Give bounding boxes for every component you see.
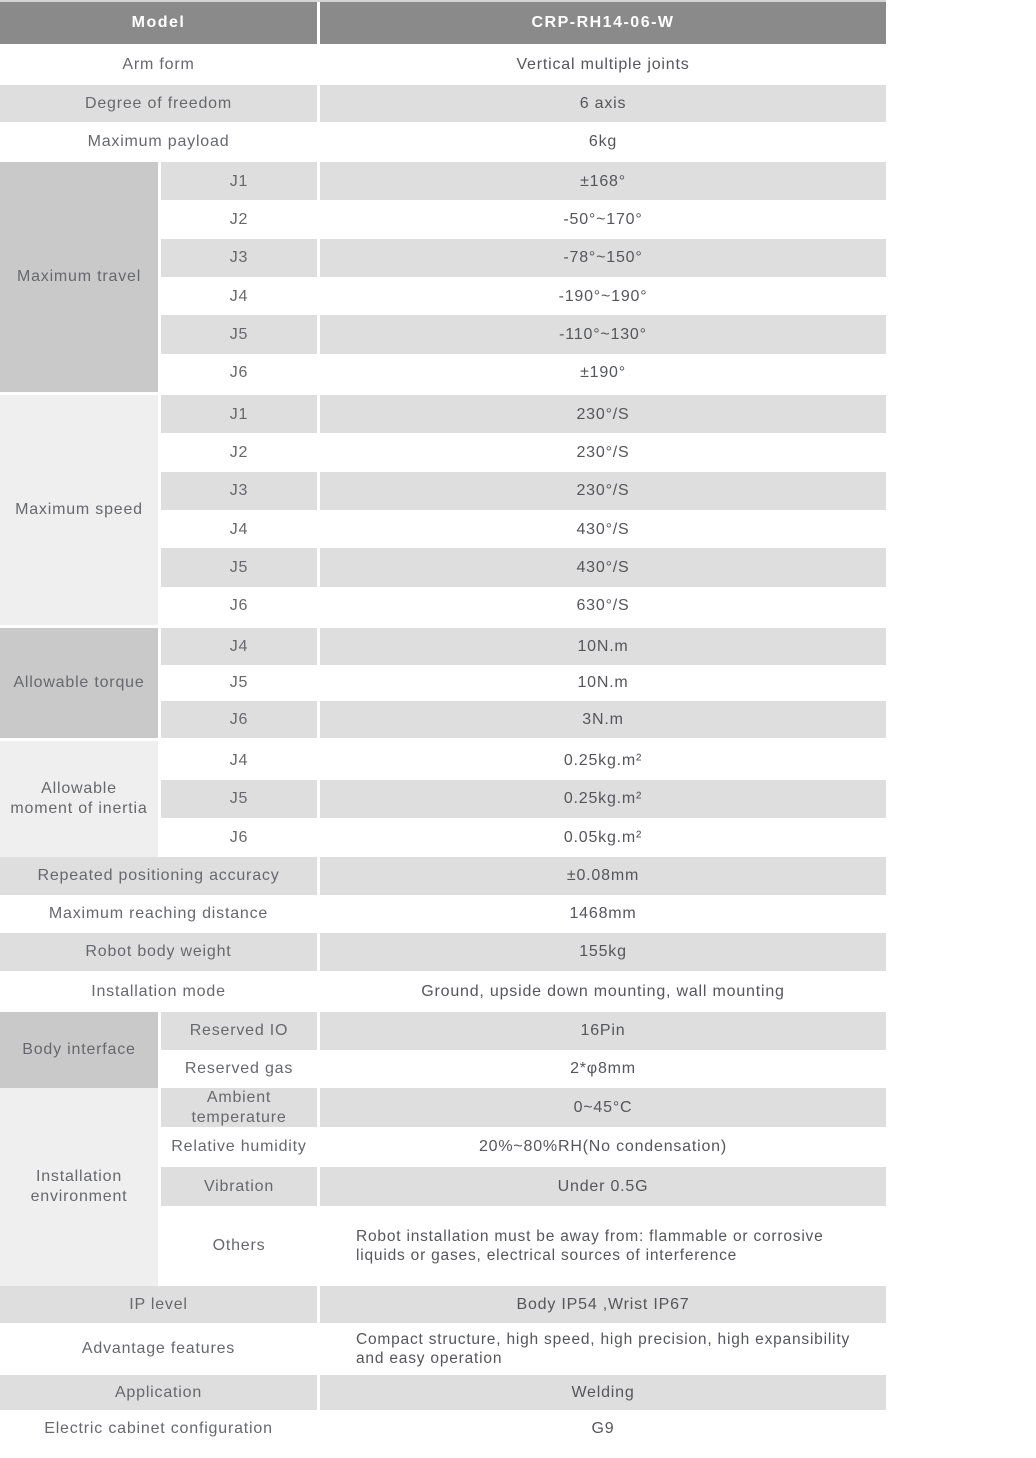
sub-value: 20%~80%RH(No condensation) [320,1127,886,1167]
row-label: Degree of freedom [0,85,317,122]
spec-row [161,395,886,433]
row-label: Arm form [122,55,195,73]
spec-row [161,354,886,392]
joint-value: 0.25kg.m² [320,741,886,780]
spec-row [161,587,886,625]
joint-value: 230°/S [320,472,886,510]
row-value: 6 axis [320,85,886,122]
joint-label: J2 [161,200,317,238]
row-repeated-positioning-accuracy [0,857,886,895]
joint-label: J4 [161,628,317,665]
row-value: Body IP54 ,Wrist IP67 [320,1286,886,1323]
header-model-value: CRP-RH14-06-W [320,2,886,44]
row-label: Application [0,1375,317,1410]
joint-value: 0.05kg.m² [320,818,886,857]
section-body-interface [0,1012,886,1088]
joint-label: J5 [161,780,317,819]
spec-row [161,472,886,510]
header-model-label: Model [0,2,317,44]
section-allowable-inertia [0,741,886,857]
section-maximum-travel [0,162,886,392]
section-installation-environment [0,1088,886,1286]
row-value: Welding [320,1375,886,1410]
spec-row [161,741,886,780]
group-label-installation-environment: Installation environment [0,1088,158,1286]
sub-value: 16Pin [320,1012,886,1050]
row-value: 1468mm [569,905,637,923]
spec-row [161,665,886,702]
sub-value: 2*φ8mm [320,1050,886,1088]
spec-row [161,1127,886,1167]
spec-row [161,548,886,586]
spec-row [161,701,886,738]
group-label-maximum-travel: Maximum travel [0,162,158,392]
joint-value: -78°~150° [320,239,886,277]
joint-label: J4 [161,277,317,315]
spec-row [161,1012,886,1050]
joint-value: -110°~130° [320,315,886,353]
joint-label: J6 [161,818,317,857]
joint-value: 0.25kg.m² [320,780,886,819]
sub-label: Others [161,1206,317,1286]
spec-row [161,510,886,548]
sub-label: Reserved gas [161,1050,317,1088]
section-maximum-speed [0,395,886,625]
row-advantage-features [0,1323,886,1375]
row-maximum-payload [0,122,886,162]
sub-value: 0~45°C [320,1088,886,1127]
row-label: Maximum payload [87,133,230,151]
group-label-maximum-speed: Maximum speed [0,395,158,625]
row-value: 155kg [320,933,886,971]
row-arm-form [0,44,886,85]
joint-label: J2 [161,433,317,471]
spec-row [161,239,886,277]
joint-value: 430°/S [320,548,886,586]
group-label-allowable-inertia: Allowable moment of inertia [0,741,158,857]
row-value: 6kg [588,133,618,151]
joint-value: -50°~170° [320,200,886,238]
joint-label: J6 [161,354,317,392]
header-row [0,2,886,44]
row-label: Maximum reaching distance [48,905,269,923]
sub-value: Robot installation must be away from: flammable or corrosive liquids or gases, electrical sources of interference [320,1206,886,1286]
joint-label: J6 [161,587,317,625]
spec-row [161,1167,886,1206]
row-electric-cabinet-configuration [0,1410,886,1448]
joint-value: 430°/S [320,510,886,548]
joint-label: J3 [161,239,317,277]
joint-label: J5 [161,548,317,586]
row-label: Electric cabinet configuration [44,1420,273,1438]
spec-row [161,628,886,665]
row-maximum-reaching-distance [0,895,886,933]
spec-row [161,315,886,353]
joint-value: 3N.m [320,701,886,738]
spec-row [161,1206,886,1286]
row-value: ±0.08mm [320,857,886,895]
joint-value: ±190° [320,354,886,392]
row-robot-body-weight [0,933,886,971]
row-value: Compact structure, high speed, high precision, high expansibility and easy operation [356,1330,850,1367]
row-ip-level [0,1286,886,1323]
row-label: Repeated positioning accuracy [0,857,317,895]
joint-value: -190°~190° [320,277,886,315]
joint-value: 10N.m [320,628,886,665]
row-degree-of-freedom [0,85,886,122]
spec-row [161,162,886,200]
row-value: G9 [591,1420,615,1438]
row-application [0,1375,886,1410]
joint-label: J3 [161,472,317,510]
spec-row [161,433,886,471]
joint-value: 230°/S [320,433,886,471]
sub-label: Vibration [161,1167,317,1206]
spec-row [161,780,886,819]
group-label-allowable-torque: Allowable torque [0,628,158,738]
row-label: Robot body weight [0,933,317,971]
joint-label: J1 [161,162,317,200]
row-label: Installation mode [91,982,226,1000]
joint-label: J4 [161,510,317,548]
sub-label: Ambient temperature [161,1088,317,1127]
group-label-body-interface: Body interface [0,1012,158,1088]
spec-row [161,1088,886,1127]
section-allowable-torque [0,628,886,738]
spec-row [161,200,886,238]
joint-value: 230°/S [320,395,886,433]
joint-value: 630°/S [320,587,886,625]
spec-row [161,277,886,315]
sub-label: Relative humidity [161,1127,317,1167]
sub-label: Reserved IO [161,1012,317,1050]
row-label: IP level [0,1286,317,1323]
joint-label: J5 [161,665,317,702]
joint-value: ±168° [320,162,886,200]
spec-row [161,1050,886,1088]
spec-row [161,818,886,857]
joint-label: J4 [161,741,317,780]
joint-value: 10N.m [320,665,886,702]
sub-value: Under 0.5G [320,1167,886,1206]
row-value: Ground, upside down mounting, wall mounting [421,982,785,1000]
row-label: Advantage features [81,1340,236,1358]
joint-label: J6 [161,701,317,738]
joint-label: J1 [161,395,317,433]
joint-label: J5 [161,315,317,353]
row-installation-mode [0,971,886,1012]
row-value: Vertical multiple joints [516,55,690,73]
